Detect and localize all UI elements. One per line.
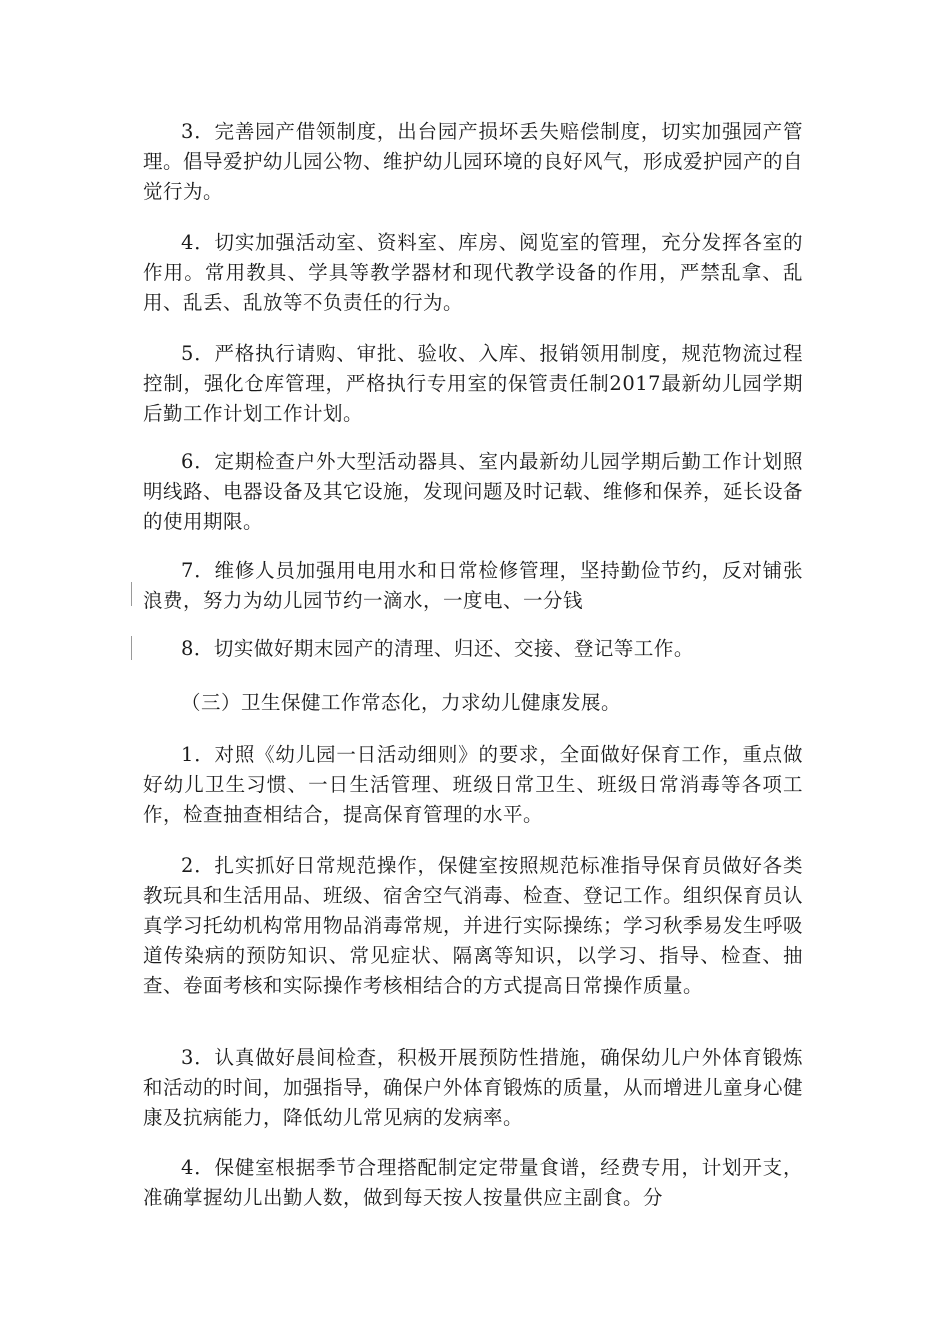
- margin-line-mark: [131, 582, 132, 606]
- paragraph-8-term-end: 8．切实做好期末园产的清理、归还、交接、登记等工作。: [181, 637, 694, 660]
- margin-line-mark: [131, 636, 132, 660]
- paragraph-2-routine-operations: 2．扎实抓好日常规范操作，保健室按照规范标准指导保育员做好各类教玩具和生活用品、班级、宿舍空气消毒、检查、登记工作。组织保育员认真学习托幼机构常用物品消毒常规，并进行实际操练；学习秋季易发生呼吸道传染病的预防知识、常见症状、隔离等知识，以学习、指导、检查、抽查、卷面考核和实际操作考核相结合的方式提高日常操作质量。: [143, 854, 804, 997]
- section-heading-health-care: （三）卫生保健工作常态化，力求幼儿健康发展。: [181, 691, 622, 714]
- paragraph-7-maintenance: 7．维修人员加强用电用水和日常检修管理，坚持勤俭节约，反对铺张浪费，努力为幼儿园节约一滴水，一度电、一分钱: [143, 559, 803, 612]
- paragraph-3-morning-check: 3．认真做好晨间检查，积极开展预防性措施，确保幼儿户外体育锻炼和活动的时间，加强指导，确保户外体育锻炼的质量，从而增进儿童身心健康及抗病能力，降低幼儿常见病的发病率。: [143, 1046, 804, 1129]
- paragraph-3-property-lending: 3．完善园产借领制度，出台园产损坏丢失赔偿制度，切实加强园产管理。倡导爱护幼儿园公物、维护幼儿园环境的良好风气，形成爱护园产的自觉行为。: [143, 120, 804, 203]
- paragraph-1-daily-care: 1．对照《幼儿园一日活动细则》的要求，全面做好保育工作，重点做好幼儿卫生习惯、一日生活管理、班级日常卫生、班级日常消毒等各项工作，检查抽查相结合，提高保育管理的水平。: [143, 743, 803, 826]
- paragraph-4-room-management: 4．切实加强活动室、资料室、库房、阅览室的管理，充分发挥各室的作用。常用教具、学具等教学器材和现代教学设备的作用，严禁乱拿、乱用、乱丢、乱放等不负责任的行为。: [143, 231, 803, 314]
- paragraph-6-equipment-inspection: 6．定期检查户外大型活动器具、室内最新幼儿园学期后勤工作计划照明线路、电器设备及其它设施，发现问题及时记载、维修和保养，延长设备的使用期限。: [143, 450, 804, 533]
- paragraph-5-purchase-approval: 5．严格执行请购、审批、验收、入库、报销领用制度，规范物流过程控制，强化仓库管理，严格执行专用室的保管责任制2017最新幼儿园学期后勤工作计划工作计划。: [143, 342, 803, 425]
- paragraph-4-nutrition: 4．保健室根据季节合理搭配制定定带量食谱，经费专用，计划开支，准确掌握幼儿出勤人数，做到每天按人按量供应主副食。分: [143, 1156, 803, 1209]
